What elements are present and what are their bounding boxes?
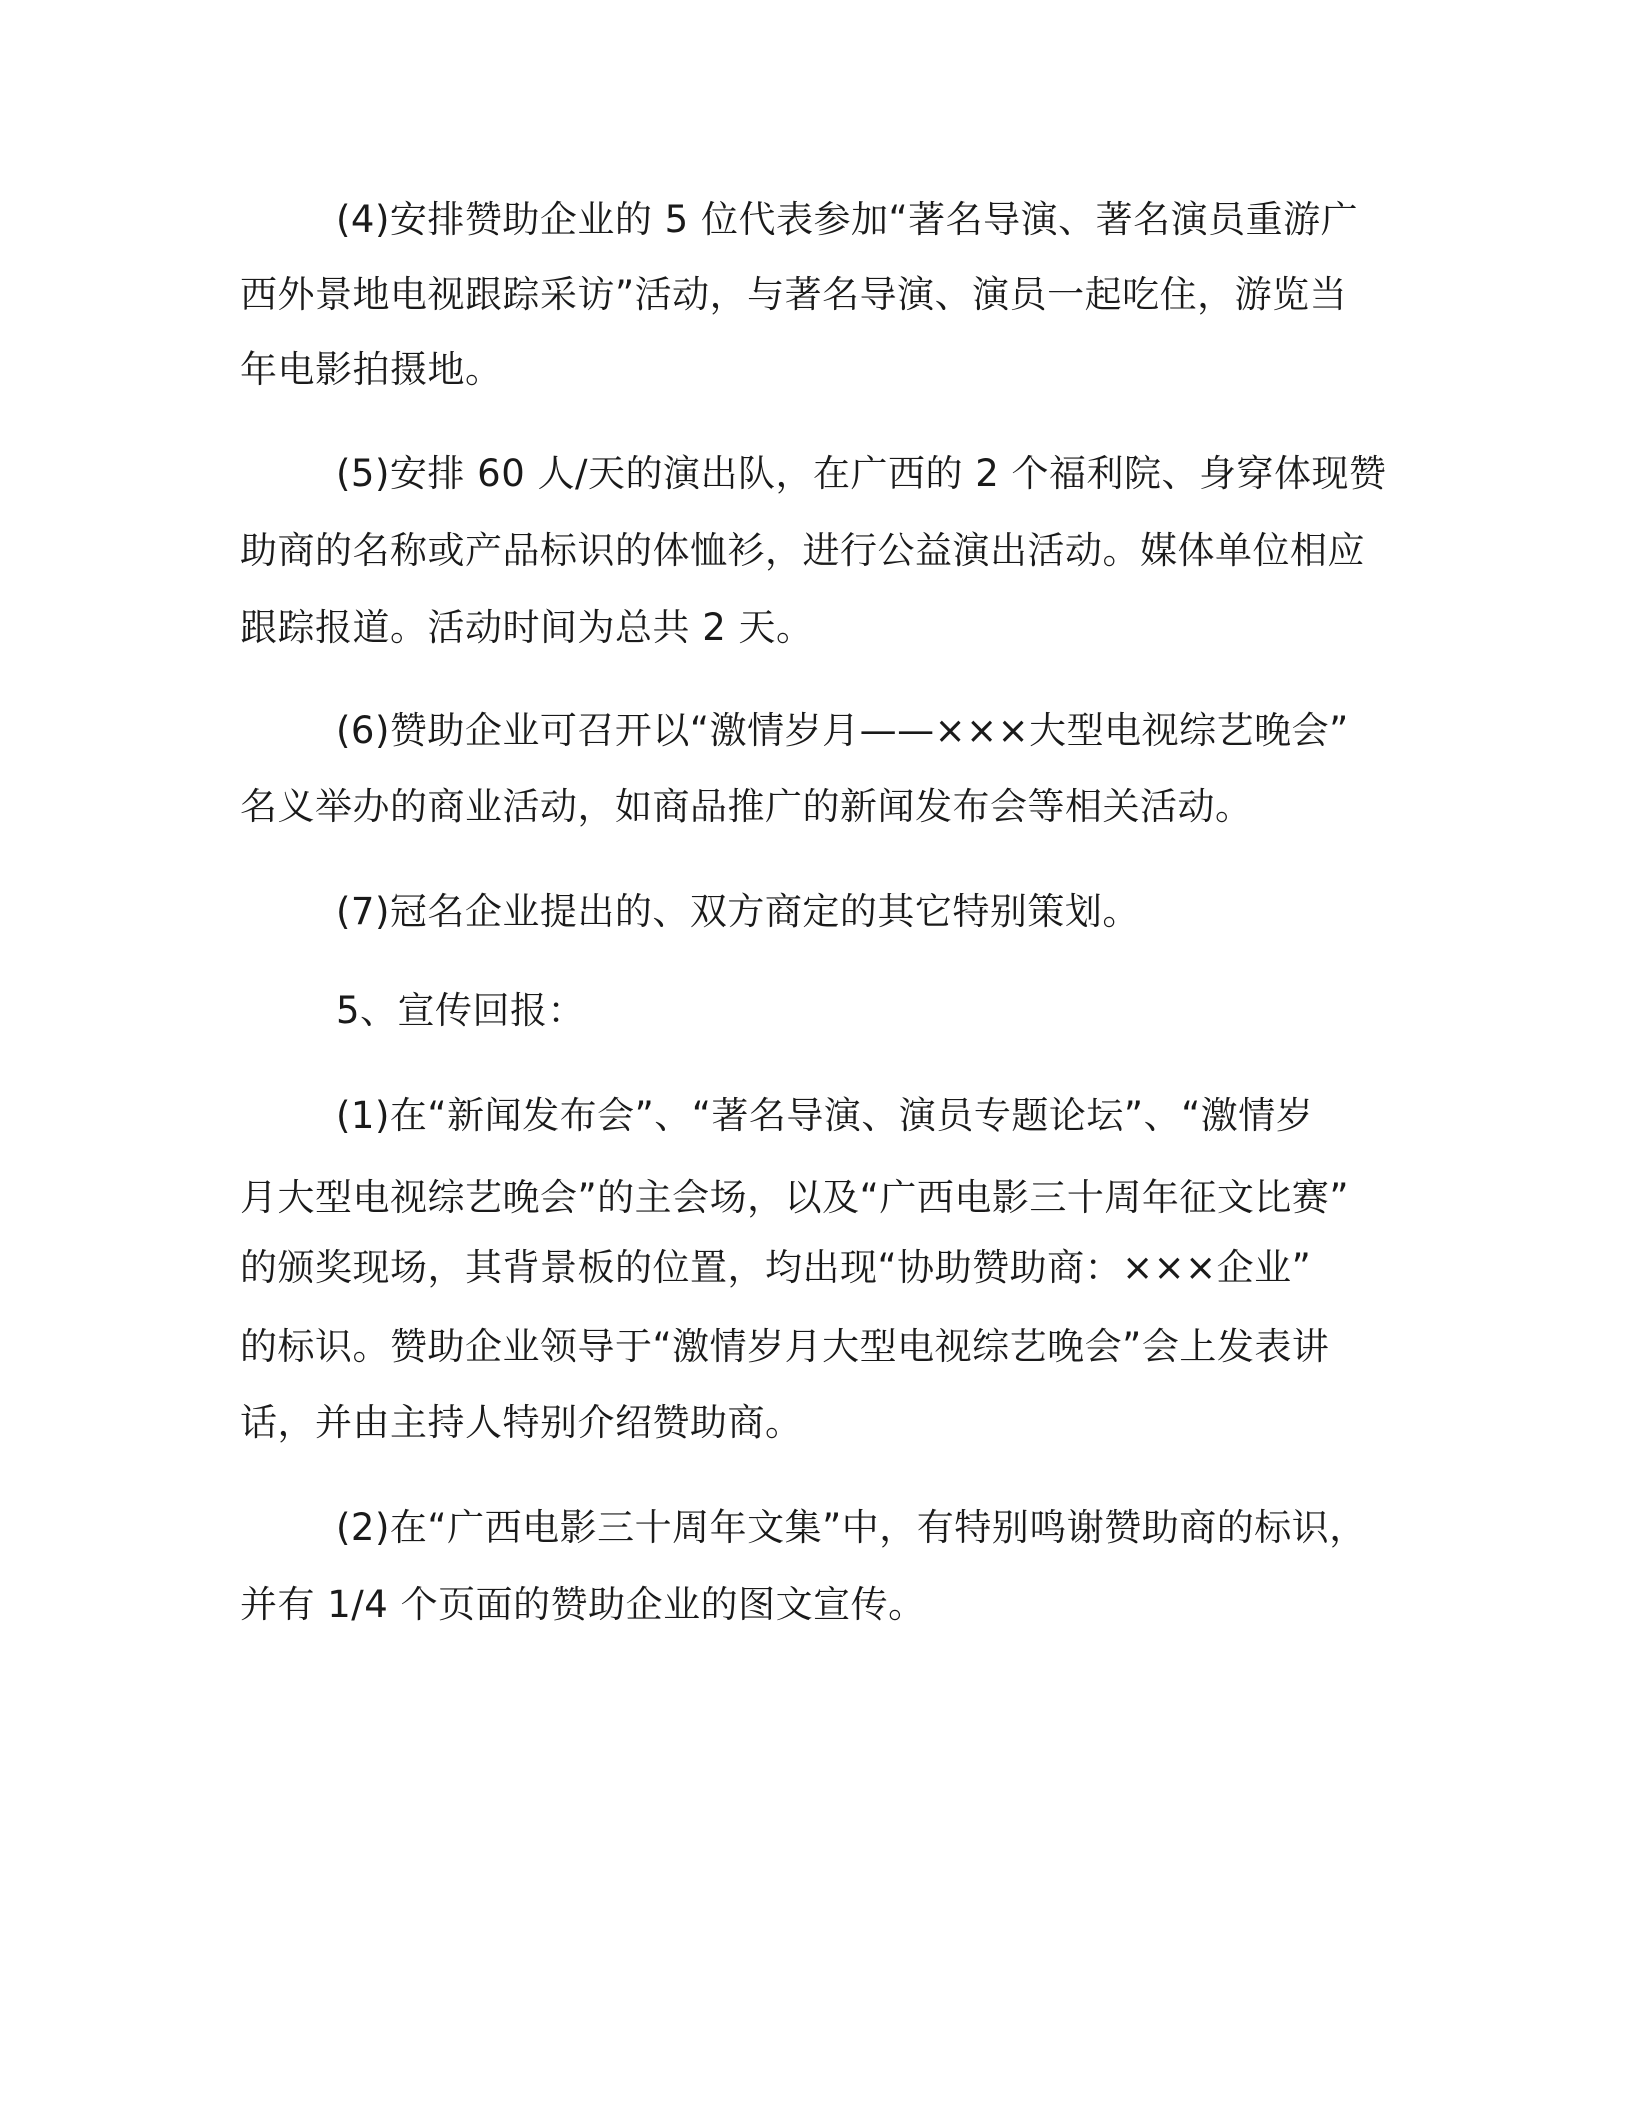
promo-item-1-line-2: 月大型电视综艺晚会”的主会场，以及“广西电影三十周年征文比赛” [240, 1176, 1350, 1219]
item-5-line-2: 助商的名称或产品标识的体恤衫，进行公益演出活动。媒体单位相应 [240, 529, 1365, 572]
item-5-line-3: 跟踪报道。活动时间为总共 2 天。 [240, 606, 814, 649]
item-7-line-1: (7)冠名企业提出的、双方商定的其它特别策划。 [336, 890, 1140, 933]
item-6-line-2: 名义举办的商业活动，如商品推广的新闻发布会等相关活动。 [240, 785, 1253, 828]
item-4-line-2: 西外景地电视跟踪采访”活动，与著名导演、演员一起吃住，游览当 [240, 273, 1348, 316]
promo-item-1-line-3: 的颁奖现场，其背景板的位置，均出现“协助赞助商：×××企业” [240, 1246, 1312, 1289]
item-6-line-1: (6)赞助企业可召开以“激情岁月——×××大型电视综艺晚会” [336, 709, 1349, 752]
promo-item-2-line-2: 并有 1/4 个页面的赞助企业的图文宣传。 [240, 1583, 926, 1626]
item-4-line-3: 年电影拍摄地。 [240, 348, 503, 391]
section-5-heading: 5、宣传回报： [336, 989, 586, 1032]
promo-item-1-line-1: (1)在“新闻发布会”、“著名导演、演员专题论坛”、“激情岁 [336, 1094, 1314, 1137]
promo-item-1-line-4: 的标识。赞助企业领导于“激情岁月大型电视综艺晚会”会上发表讲 [240, 1325, 1330, 1368]
item-4-line-1: (4)安排赞助企业的 5 位代表参加“著名导演、著名演员重游广 [336, 198, 1359, 241]
item-5-line-1: (5)安排 60 人/天的演出队，在广西的 2 个福利院、身穿体现赞 [336, 452, 1387, 495]
promo-item-1-line-5: 话，并由主持人特别介绍赞助商。 [240, 1401, 803, 1444]
promo-item-2-line-1: (2)在“广西电影三十周年文集”中，有特别鸣谢赞助商的标识， [336, 1506, 1367, 1549]
